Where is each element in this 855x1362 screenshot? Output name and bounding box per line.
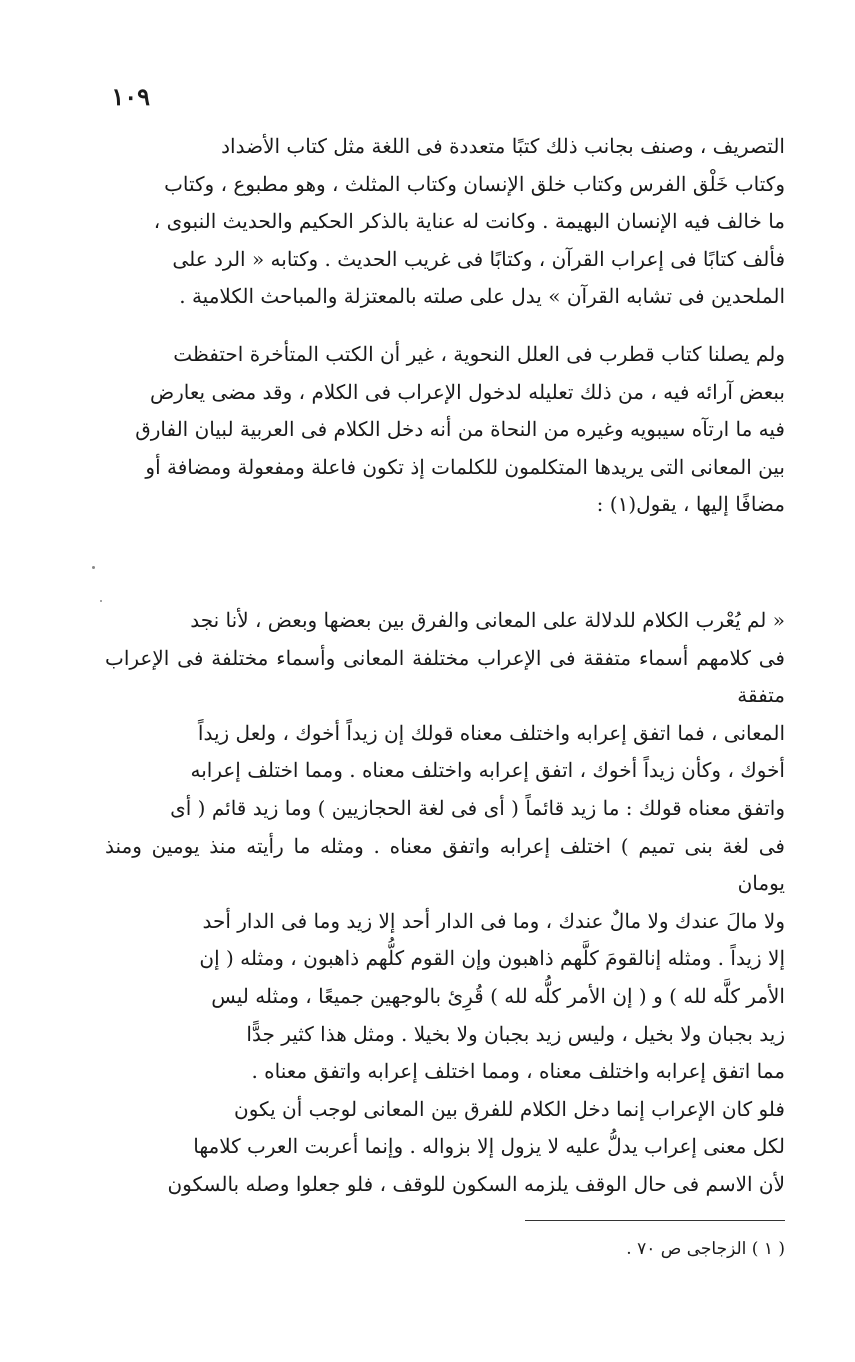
paragraph-line: فألف كتابًا فى إعراب القرآن ، وكتابًا فى غريب الحديث . وكتابه « الرد على — [172, 246, 785, 271]
paragraph-line: ببعض آرائه فيه ، من ذلك تعليله لدخول الإعراب فى الكلام ، وقد مضى يعارض — [149, 379, 785, 404]
paragraph-qutrub-works — [105, 128, 785, 316]
quote-line: فى كلامهم أسماء متفقة فى الإعراب مختلفة المعانى وأسماء مختلفة فى الإعراب متفقة — [105, 645, 785, 708]
footnote: ( ١ ) الزجاجى ص ٧٠ . — [626, 1239, 785, 1259]
paragraph-line: مضافًا إليها ، يقول(١) : — [596, 492, 785, 517]
paragraph-line: ولم يصلنا كتاب قطرب فى العلل النحوية ، غير أن الكتب المتأخرة احتفظت — [173, 342, 785, 366]
paragraph-line: ما خالف فيه الإنسان البهيمة . وكانت له عناية بالذكر الحكيم والحديث النبوى ، — [153, 209, 785, 234]
scan-speck — [92, 566, 95, 569]
paragraph-line: التصريف ، وصنف بجانب ذلك كتبًا متعددة فى اللغة مثل كتاب الأضداد — [221, 134, 785, 158]
quote-line: ولا مالَ عندك ولا مالٌ عندك ، وما فى الدار أحد إلا زيد وما فى الدار أحد — [202, 908, 785, 933]
scan-speck — [100, 600, 102, 602]
book-page — [105, 80, 785, 1350]
footnote-divider — [525, 1220, 785, 1221]
quote-line: المعانى ، فما اتفق إعرابه واختلف معناه قولك إن زيداً أخوك ، ولعل زيداً — [197, 720, 785, 745]
paragraph-line: فيه ما ارتآه سيبويه وغيره من النحاة من أنه دخل الكلام فى العربية لبيان الفارق — [135, 417, 785, 442]
quote-line: زيد بجبان ولا بخيل ، وليس زيد بجبان ولا بخيلا . ومثل هذا كثير جدًّا — [246, 1021, 785, 1046]
quote-line: مما اتفق إعرابه واختلف معناه ، ومما اختلف إعرابه واتفق معناه . — [251, 1059, 785, 1084]
quote-line: لأن الاسم فى حال الوقف يلزمه السكون للوقف ، فلو جعلوا وصله بالسكون — [167, 1171, 785, 1196]
quote-line: الأمر كلَّه لله ) و ( إن الأمر كلُّه لله ) قُرِئ بالوجهين جميعًا ، ومثله ليس — [211, 983, 785, 1008]
paragraph-line: بين المعانى التى يريدها المتكلمون للكلمات إذ تكون فاعلة ومفعولة ومضافة أو — [145, 454, 785, 479]
page-number: ١٠٩ — [111, 82, 150, 111]
paragraph-line: الملحدين فى تشابه القرآن » يدل على صلته بالمعتزلة والمباحث الكلامية . — [179, 284, 785, 309]
quote-line: « لم يُعْرب الكلام للدلالة على المعانى والفرق بين بعضها وبعض ، لأنا نجد — [190, 608, 785, 632]
quote-line: فى لغة بنى تميم ) اختلف إعرابه واتفق معناه . ومثله ما رأيته منذ يومين ومنذ يومان — [105, 833, 785, 896]
paragraph-line: وكتاب خَلْق الفرس وكتاب خلق الإنسان وكتاب المثلث ، وهو مطبوع ، وكتاب — [164, 171, 785, 196]
quote-line: فلو كان الإعراب إنما دخل الكلام للفرق بين المعانى لوجب أن يكون — [234, 1096, 785, 1121]
paragraph-grammar-causes — [105, 336, 785, 524]
quoted-passage — [105, 602, 785, 1204]
quote-line: أخوك ، وكأن زيداً أخوك ، اتفق إعرابه واختلف معناه . ومما اختلف إعرابه — [190, 758, 785, 783]
quote-line: لكل معنى إعراب يدلُّ عليه لا يزول إلا بزواله . وإنما أعربت العرب كلامها — [193, 1134, 785, 1159]
quote-line: إلا زيداً . ومثله إنالقومَ كلَّهم ذاهبون وإن القوم كلُّهم ذاهبون ، ومثله ( إن — [199, 946, 785, 971]
quote-line: واتفق معناه قولك : ما زيد قائماً ( أى فى لغة الحجازيين ) وما زيد قائم ( أى — [170, 795, 785, 820]
